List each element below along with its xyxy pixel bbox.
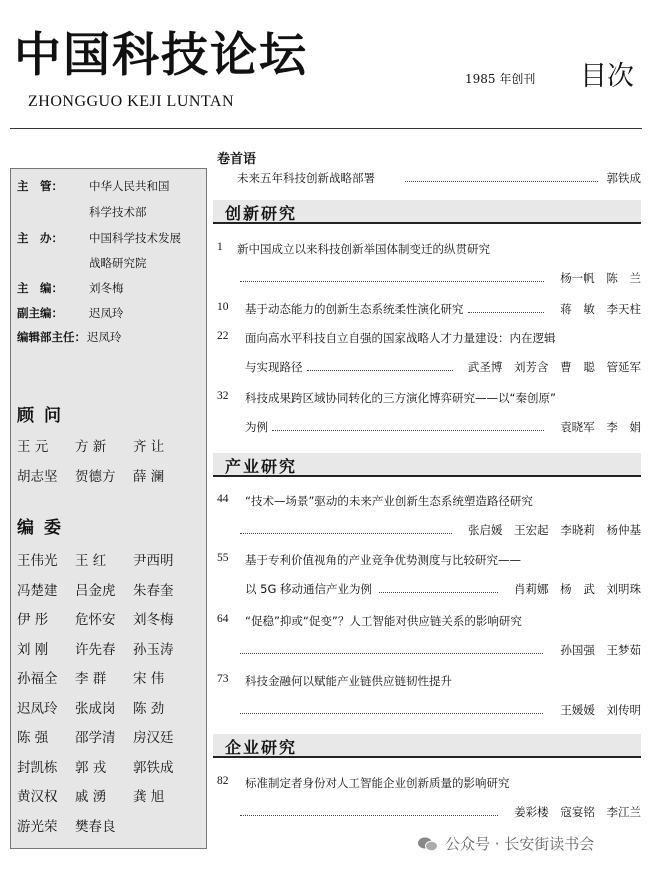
advisor-name: 薛 澜 <box>133 469 165 485</box>
advisor-name: 方 新 <box>75 439 107 455</box>
committee-member: 戚 湧 <box>75 789 107 805</box>
committee-member: 陈 强 <box>17 730 49 746</box>
article-title-line[interactable]: 基于动态能力的创新生态系统柔性演化研究 <box>245 302 464 316</box>
article-title-line[interactable]: 面向高水平科技自立自强的国家战略人才力量建设：内在逻辑 <box>245 331 556 345</box>
masthead-value: 中华人民共和国 <box>89 179 170 193</box>
advisor-name: 贺德方 <box>75 469 116 485</box>
committee-member: 刘 刚 <box>17 641 49 658</box>
section-header <box>213 734 641 758</box>
advisor-row <box>17 435 191 455</box>
article-authors: 武圣博 刘芳含 曹 聪 管延军 <box>467 360 641 374</box>
committee-member: 郭 戎 <box>75 759 107 776</box>
committee-member: 孙福全 <box>17 671 58 687</box>
article-page-number: 1 <box>217 241 223 253</box>
advisor-name: 胡志坚 <box>17 469 58 485</box>
article-page-number: 10 <box>217 301 229 313</box>
leader-dots <box>307 369 453 371</box>
article-page-number: 22 <box>217 330 229 342</box>
wechat-icon <box>417 836 439 852</box>
article-page-number: 32 <box>217 390 229 402</box>
article-title-line[interactable]: 基于专利价值视角的产业竞争优势测度与比较研究—— <box>245 553 521 567</box>
committee-member: 封凯栋 <box>17 759 58 776</box>
section-header <box>213 453 641 477</box>
masthead-value: 中国科学技术发展 <box>89 231 181 245</box>
committee-member: 危怀安 <box>75 612 116 628</box>
masthead-label: 副主编： <box>17 306 63 320</box>
committee-member: 刘冬梅 <box>133 612 174 628</box>
advisor-name: 王 元 <box>17 439 49 455</box>
advisor-name: 齐 让 <box>133 439 165 455</box>
article-title-line[interactable]: 为例 <box>245 420 268 434</box>
committee-member: 冯楚建 <box>17 582 58 599</box>
journal-pinyin-title: ZHONGGUO KEJI LUNTAN <box>28 93 235 110</box>
article-page-number: 82 <box>217 775 229 787</box>
committee-member: 张成岗 <box>75 700 116 717</box>
article-page-number: 44 <box>217 493 229 505</box>
article-authors: 姜彩楼 寇宴铭 李江兰 <box>514 805 641 819</box>
article-title-line[interactable]: 标准制定者身份对人工智能企业创新质量的影响研究 <box>245 776 510 790</box>
committee-member: 李 群 <box>75 671 107 687</box>
committee-member <box>133 815 191 835</box>
masthead-value: 刘冬梅 <box>89 281 124 295</box>
advisors-heading: 顾问 <box>17 406 71 426</box>
article-page-number: 55 <box>217 552 229 564</box>
committee-row <box>17 667 191 687</box>
masthead-label: 主 办： <box>17 231 63 245</box>
committee-member: 伊 彤 <box>17 612 49 628</box>
committee-member: 樊春良 <box>75 818 116 835</box>
section-title: 创新研究 <box>225 204 298 223</box>
masthead-value: 战略研究院 <box>89 256 147 270</box>
committee-row <box>17 638 191 658</box>
article-page-number: 73 <box>217 673 229 685</box>
article-title-line[interactable]: “促稳”抑或“促变”？人工智能对供应链关系的影响研究 <box>245 614 522 628</box>
preface-author: 郭铁成 <box>606 171 641 185</box>
article-authors: 孙国强 王梦茹 <box>560 643 641 657</box>
committee-member: 王伟光 <box>17 553 58 569</box>
committee-member: 朱春奎 <box>133 582 174 599</box>
article-title-line[interactable]: 科技成果跨区域协同转化的三方演化博弈研究——以“秦创原” <box>245 391 556 405</box>
leader-dots <box>240 814 498 816</box>
masthead-value: 迟凤玲 <box>87 330 122 344</box>
article-title-line[interactable]: 以 5G 移动通信产业为例 <box>245 582 373 596</box>
committee-row <box>17 756 191 776</box>
article-authors: 王媛媛 刘传明 <box>560 703 641 717</box>
leader-dots <box>405 180 598 182</box>
committee-member: 孙玉涛 <box>133 641 174 658</box>
article-title-line[interactable]: “技术—场景”驱动的未来产业创新生态系统塑造路径研究 <box>245 494 533 508</box>
leader-dots <box>240 712 543 714</box>
committee-member: 郭铁成 <box>133 759 174 776</box>
committee-member: 陈 劲 <box>133 700 165 717</box>
article-authors: 蒋 敏 李天柱 <box>560 302 641 316</box>
leader-dots <box>272 429 544 431</box>
committee-row <box>17 608 191 628</box>
committee-row <box>17 549 191 569</box>
article-title-line[interactable]: 与实现路径 <box>245 360 303 374</box>
sidebar-panel <box>10 168 207 849</box>
header-rule <box>10 128 642 129</box>
watermark <box>417 833 594 854</box>
section-title: 产业研究 <box>225 457 298 476</box>
journal-masthead: 中国科技论坛 <box>14 28 308 83</box>
article-authors: 肖莉娜 杨 武 刘明珠 <box>514 582 641 596</box>
committee-member: 龚 旭 <box>133 789 165 805</box>
committee-member: 游光荣 <box>17 818 58 835</box>
section-title: 企业研究 <box>225 738 298 757</box>
committee-member: 黄汉权 <box>17 789 58 805</box>
committee-row <box>17 579 191 599</box>
committee-member: 吕金虎 <box>75 582 116 599</box>
leader-dots <box>240 652 543 654</box>
article-page-number: 64 <box>217 613 229 625</box>
committee-row <box>17 697 191 717</box>
article-authors: 张启媛 王宏起 李晓莉 杨仲基 <box>468 523 641 537</box>
article-title-line[interactable]: 新中国成立以来科技创新举国体制变迁的纵贯研究 <box>237 242 490 256</box>
masthead-value: 迟凤玲 <box>89 306 124 320</box>
committee-member: 宋 伟 <box>133 671 165 687</box>
masthead-label: 编辑部主任： <box>17 330 86 344</box>
leader-dots <box>240 280 544 282</box>
article-authors: 杨一帆 陈 兰 <box>560 271 641 285</box>
committee-member: 迟凤玲 <box>17 700 58 717</box>
committee-member: 许先春 <box>75 641 116 658</box>
article-authors: 袁晓军 李 娟 <box>560 420 641 434</box>
leader-dots <box>240 532 452 534</box>
committee-row <box>17 785 191 805</box>
committee-member: 邵学清 <box>75 730 116 746</box>
preface-label: 卷首语 <box>217 152 257 167</box>
committee-member: 房汉廷 <box>133 730 174 746</box>
section-header <box>213 200 641 224</box>
committee-row <box>17 726 191 746</box>
masthead-label: 主 管： <box>17 179 63 193</box>
toc-label: 目次 <box>580 61 634 92</box>
article-title-line[interactable]: 科技金融何以赋能产业链供应链韧性提升 <box>245 674 452 688</box>
watermark-text: 公众号 · 长安街读书会 <box>445 835 595 853</box>
committee-member: 王 红 <box>75 553 107 569</box>
committee-member: 尹西明 <box>133 553 174 569</box>
leader-dots <box>468 311 544 313</box>
founded-year: 1985 年创刊 <box>465 72 536 86</box>
committee-heading: 编委 <box>17 518 71 538</box>
leader-dots <box>379 591 499 593</box>
committee-row <box>17 815 191 835</box>
preface-title: 未来五年科技创新战略部署 <box>237 171 375 185</box>
masthead-label: 主 编： <box>17 281 63 295</box>
masthead-value: 科学技术部 <box>89 205 147 219</box>
advisor-row <box>17 465 191 485</box>
